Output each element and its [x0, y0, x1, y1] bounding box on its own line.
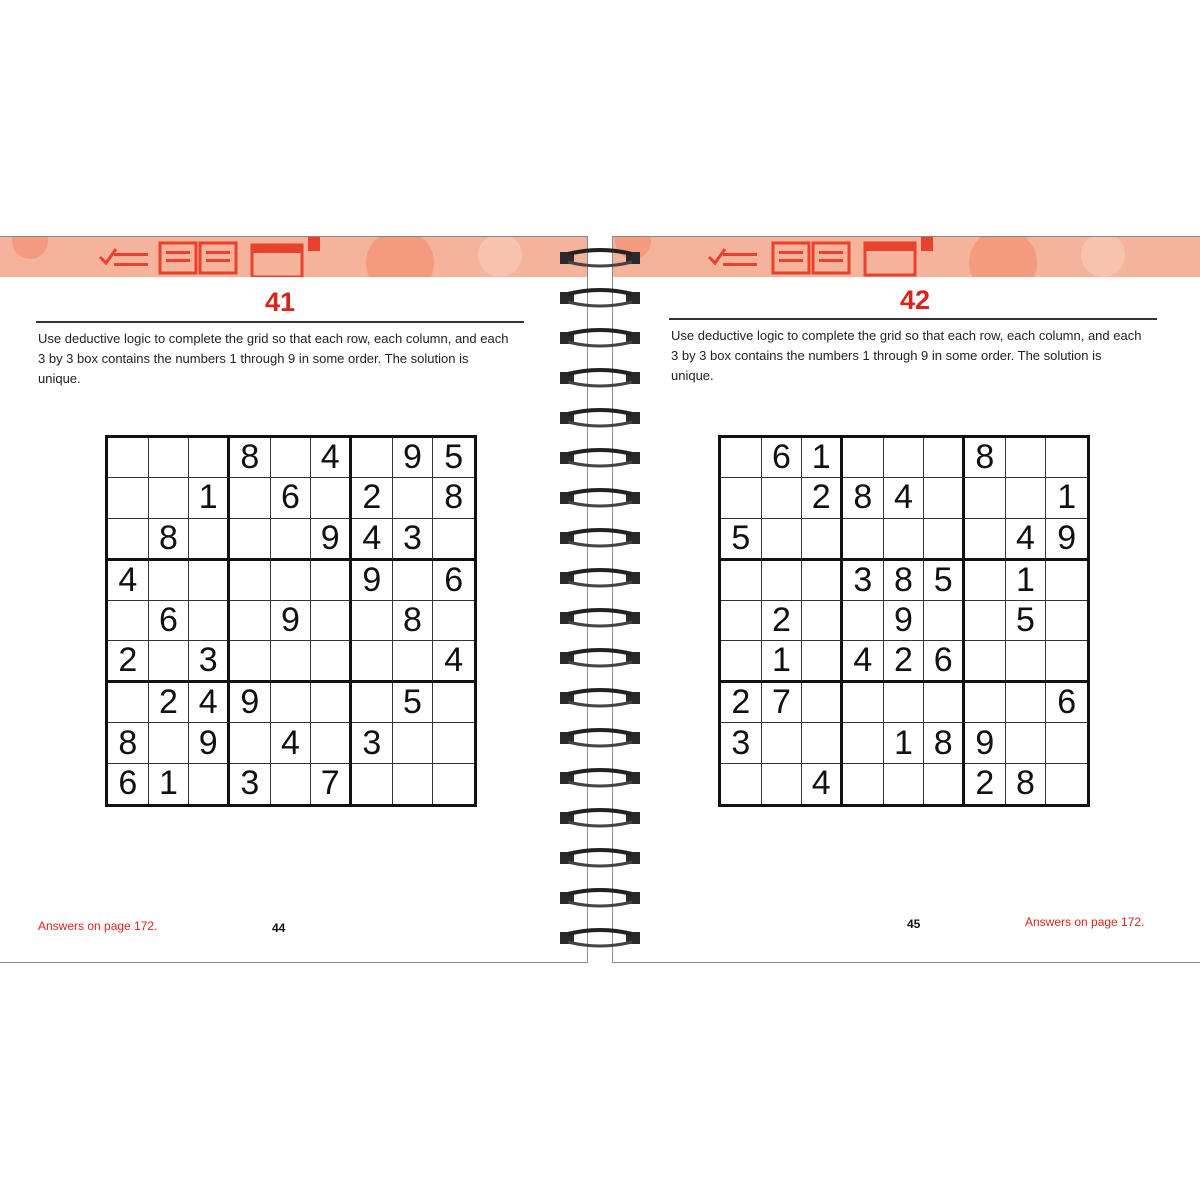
sudoku-cell: 3 — [843, 561, 884, 601]
sudoku-cell: 8 — [230, 438, 271, 478]
sudoku-cell — [1046, 438, 1087, 478]
sudoku-cell — [393, 723, 434, 763]
sudoku-cell — [721, 764, 762, 804]
sudoku-cell: 4 — [108, 561, 149, 601]
sudoku-cell — [1046, 601, 1087, 641]
sudoku-cell: 3 — [189, 641, 230, 683]
sudoku-cell — [721, 478, 762, 518]
binding-ring — [556, 928, 644, 948]
sudoku-cell: 9 — [230, 683, 271, 723]
sudoku-cell: 4 — [843, 641, 884, 683]
sudoku-cell: 2 — [802, 478, 843, 518]
sudoku-cell: 6 — [1046, 683, 1087, 723]
sudoku-cell: 8 — [884, 561, 925, 601]
sudoku-cell — [843, 438, 884, 478]
sudoku-cell: 1 — [884, 723, 925, 763]
sudoku-cell: 8 — [1006, 764, 1047, 804]
sudoku-cell — [352, 601, 393, 641]
sudoku-cell: 1 — [149, 764, 190, 804]
sudoku-cell — [230, 723, 271, 763]
sudoku-cell: 2 — [762, 601, 803, 641]
sudoku-cell: 3 — [393, 519, 434, 561]
header-banner — [613, 237, 1200, 277]
puzzle-number: 41 — [264, 287, 296, 317]
sudoku-cell — [189, 438, 230, 478]
sudoku-cell: 9 — [271, 601, 312, 641]
sudoku-cell — [924, 478, 965, 518]
sudoku-cell — [802, 601, 843, 641]
sudoku-cell — [271, 764, 312, 804]
sudoku-cell: 8 — [843, 478, 884, 518]
sudoku-cell — [271, 519, 312, 561]
sudoku-cell — [721, 641, 762, 683]
banner-icons — [613, 237, 1200, 277]
instructions: Use deductive logic to complete the grid so that each row, each column, and each 3 by 3 box contains the numbers 1 through 9 in some order. The solution is unique. — [38, 331, 509, 386]
sudoku-cell — [884, 519, 925, 561]
sudoku-cell — [189, 764, 230, 804]
instructions: Use deductive logic to complete the grid so that each row, each column, and each 3 by 3 box contains the numbers 1 through 9 in some order. The solution is unique. — [671, 328, 1142, 383]
sudoku-cell — [924, 438, 965, 478]
sudoku-cell: 8 — [965, 438, 1006, 478]
sudoku-cell — [108, 683, 149, 723]
sudoku-grid — [105, 435, 477, 807]
page-number: 44 — [272, 921, 286, 935]
sudoku-cell — [1006, 478, 1047, 518]
sudoku-cell: 2 — [149, 683, 190, 723]
sudoku-cell — [1046, 723, 1087, 763]
sudoku-cell: 5 — [1006, 601, 1047, 641]
sudoku-cell: 4 — [884, 478, 925, 518]
sudoku-cell — [762, 519, 803, 561]
sudoku-cell — [230, 519, 271, 561]
binding-ring — [556, 328, 644, 348]
sudoku-cell — [924, 519, 965, 561]
sudoku-cell: 5 — [924, 561, 965, 601]
sudoku-cell: 9 — [965, 723, 1006, 763]
sudoku-cell — [393, 641, 434, 683]
sudoku-cell — [230, 601, 271, 641]
sudoku-cell: 1 — [1046, 478, 1087, 518]
sudoku-cell — [1046, 764, 1087, 804]
sudoku-cell — [230, 478, 271, 518]
sudoku-cell — [802, 683, 843, 723]
sudoku-cell: 3 — [721, 723, 762, 763]
sudoku-cell — [311, 723, 352, 763]
sudoku-cell: 6 — [108, 764, 149, 804]
sudoku-cell: 4 — [433, 641, 474, 683]
sudoku-cell: 9 — [1046, 519, 1087, 561]
sudoku-cell: 2 — [108, 641, 149, 683]
binding-ring — [556, 288, 644, 308]
sudoku-cell — [1006, 438, 1047, 478]
sudoku-cell — [1006, 641, 1047, 683]
sudoku-cell: 7 — [762, 683, 803, 723]
sudoku-cell: 9 — [393, 438, 434, 478]
binding-ring — [556, 528, 644, 548]
sudoku-cell — [433, 519, 474, 561]
sudoku-cell — [433, 723, 474, 763]
sudoku-cell: 2 — [884, 641, 925, 683]
sudoku-cell — [884, 438, 925, 478]
binding-ring — [556, 248, 644, 268]
sudoku-cell — [352, 438, 393, 478]
sudoku-cell: 6 — [433, 561, 474, 601]
sudoku-cell — [843, 764, 884, 804]
sudoku-cell — [762, 723, 803, 763]
sudoku-cell — [311, 601, 352, 641]
sudoku-cell — [965, 641, 1006, 683]
sudoku-cell: 8 — [149, 519, 190, 561]
sudoku-cell: 2 — [352, 478, 393, 518]
sudoku-cell — [965, 561, 1006, 601]
sudoku-cell: 4 — [1006, 519, 1047, 561]
sudoku-cell: 5 — [721, 519, 762, 561]
binding-ring — [556, 488, 644, 508]
sudoku-cell: 4 — [189, 683, 230, 723]
sudoku-cell: 6 — [762, 438, 803, 478]
sudoku-cell — [721, 601, 762, 641]
sudoku-cell — [965, 601, 1006, 641]
sudoku-cell — [965, 519, 1006, 561]
sudoku-cell — [108, 438, 149, 478]
banner-icons — [0, 237, 587, 277]
sudoku-cell — [352, 764, 393, 804]
sudoku-cell — [843, 601, 884, 641]
sudoku-cell — [108, 601, 149, 641]
sudoku-cell — [965, 683, 1006, 723]
sudoku-cell — [189, 519, 230, 561]
sudoku-cell — [721, 561, 762, 601]
sudoku-cell — [230, 641, 271, 683]
spiral-binding — [556, 248, 644, 958]
title-rule — [669, 318, 1157, 320]
right-page — [612, 236, 1200, 963]
sudoku-cell: 5 — [433, 438, 474, 478]
sudoku-cell — [924, 683, 965, 723]
sudoku-cell: 9 — [189, 723, 230, 763]
sudoku-cell — [924, 764, 965, 804]
sudoku-cell — [149, 561, 190, 601]
binding-ring — [556, 408, 644, 428]
binding-ring — [556, 448, 644, 468]
puzzle-number: 42 — [899, 285, 931, 315]
sudoku-cell — [393, 561, 434, 601]
binding-ring — [556, 888, 644, 908]
sudoku-cell: 4 — [311, 438, 352, 478]
sudoku-cell — [271, 641, 312, 683]
sudoku-cell — [762, 561, 803, 601]
sudoku-cell: 1 — [802, 438, 843, 478]
sudoku-cell: 2 — [721, 683, 762, 723]
sudoku-cell: 5 — [393, 683, 434, 723]
sudoku-cell — [149, 723, 190, 763]
binding-ring — [556, 368, 644, 388]
sudoku-cell — [843, 723, 884, 763]
sudoku-cell: 1 — [1006, 561, 1047, 601]
sudoku-cell — [108, 519, 149, 561]
binding-ring — [556, 728, 644, 748]
sudoku-cell — [884, 764, 925, 804]
answers-note: Answers on page 172. — [1025, 915, 1145, 929]
sudoku-cell — [802, 519, 843, 561]
sudoku-cell: 6 — [149, 601, 190, 641]
sudoku-cell — [108, 478, 149, 518]
sudoku-cell — [149, 438, 190, 478]
sudoku-cell: 6 — [271, 478, 312, 518]
sudoku-cell: 4 — [802, 764, 843, 804]
sudoku-cell: 7 — [311, 764, 352, 804]
sudoku-cell: 8 — [924, 723, 965, 763]
sudoku-cell — [311, 683, 352, 723]
sudoku-cell — [311, 478, 352, 518]
header-banner — [0, 237, 587, 277]
binding-ring — [556, 688, 644, 708]
sudoku-cell: 1 — [189, 478, 230, 518]
sudoku-cell — [721, 438, 762, 478]
sudoku-cell — [1006, 683, 1047, 723]
sudoku-cell: 3 — [230, 764, 271, 804]
sudoku-cell: 9 — [352, 561, 393, 601]
sudoku-cell — [843, 683, 884, 723]
sudoku-cell — [433, 764, 474, 804]
sudoku-cell: 8 — [108, 723, 149, 763]
sudoku-cell — [762, 478, 803, 518]
binding-ring — [556, 808, 644, 828]
sudoku-cell — [189, 561, 230, 601]
sudoku-cell: 4 — [352, 519, 393, 561]
sudoku-cell — [433, 683, 474, 723]
sudoku-cell — [189, 601, 230, 641]
sudoku-grid — [718, 435, 1090, 807]
title-rule — [36, 321, 524, 323]
sudoku-cell: 6 — [924, 641, 965, 683]
binding-ring — [556, 648, 644, 668]
sudoku-cell — [271, 438, 312, 478]
sudoku-cell — [884, 683, 925, 723]
sudoku-cell — [393, 764, 434, 804]
sudoku-cell: 2 — [965, 764, 1006, 804]
sudoku-cell — [149, 478, 190, 518]
left-page — [0, 236, 588, 963]
sudoku-cell — [433, 601, 474, 641]
answers-note: Answers on page 172. — [38, 919, 158, 933]
sudoku-cell — [149, 641, 190, 683]
binding-ring — [556, 768, 644, 788]
sudoku-cell — [311, 561, 352, 601]
sudoku-cell — [965, 478, 1006, 518]
sudoku-cell — [271, 561, 312, 601]
binding-ring — [556, 848, 644, 868]
sudoku-cell: 4 — [271, 723, 312, 763]
sudoku-cell — [230, 561, 271, 601]
sudoku-cell: 1 — [762, 641, 803, 683]
sudoku-cell: 9 — [884, 601, 925, 641]
page-number: 45 — [907, 917, 921, 931]
sudoku-cell — [924, 601, 965, 641]
sudoku-cell — [843, 519, 884, 561]
sudoku-cell — [762, 764, 803, 804]
sudoku-cell — [802, 723, 843, 763]
sudoku-cell: 3 — [352, 723, 393, 763]
binding-ring — [556, 608, 644, 628]
sudoku-cell — [271, 683, 312, 723]
sudoku-cell: 9 — [311, 519, 352, 561]
sudoku-cell — [802, 641, 843, 683]
binding-ring — [556, 568, 644, 588]
sudoku-cell — [1046, 561, 1087, 601]
sudoku-cell: 8 — [393, 601, 434, 641]
sudoku-cell — [393, 478, 434, 518]
sudoku-cell — [311, 641, 352, 683]
sudoku-cell — [352, 683, 393, 723]
sudoku-cell: 8 — [433, 478, 474, 518]
sudoku-cell — [802, 561, 843, 601]
sudoku-cell — [1006, 723, 1047, 763]
sudoku-cell — [352, 641, 393, 683]
sudoku-cell — [1046, 641, 1087, 683]
